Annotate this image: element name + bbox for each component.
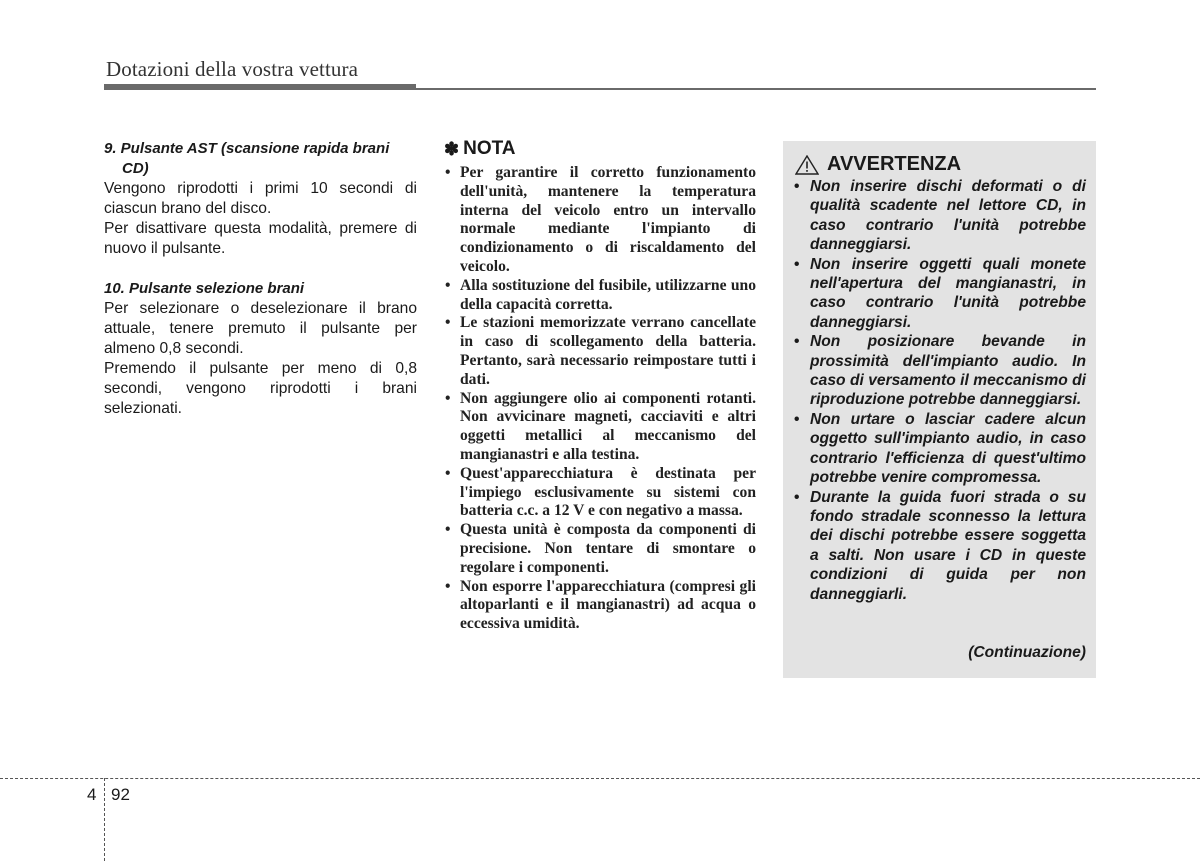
list-item: • Non urtare o lasciar cadere alcun oggetto sull'impianto audio, in caso contrario l'efficienza di quest'ultimo potrebbe venire compromessa. <box>794 410 1086 487</box>
list-item: • Quest'apparecchiatura è destinata per l'impiego esclusivamente su sistemi con batteria c.c. a 12 V e con negativo a massa. <box>445 464 756 520</box>
section-10-paragraph: Premendo il pulsante per meno di 0,8 secondi, vengono riprodotti i brani selezionati. <box>104 360 417 417</box>
footer-dashed-rule <box>0 778 1200 779</box>
warning-box <box>783 141 1096 678</box>
list-item: • Per garantire il corretto funzionamento dell'unità, mantenere la temperatura interna del veicolo entro un intervallo normale mediante l'impianto di condizionamento o di riscaldamento del veicolo. <box>445 164 756 275</box>
header-rule-thick <box>104 84 416 90</box>
list-item: • Non posizionare bevande in prossimità dell'impianto audio. In caso di versamento il meccanismo di riproduzione potrebbe danneggiarsi. <box>794 333 1086 409</box>
list-item: • Non esporre l'apparecchiatura (compresi gli altoparlanti e il mangianastri) ad acqua o eccessiva umidità. <box>445 577 756 633</box>
warning-heading-label: AVVERTENZA <box>827 153 962 175</box>
list-item: • Non inserire dischi deformati o di qualità scadente nel lettore CD, in caso contrario l'unità potrebbe danneggiarsi. <box>794 178 1086 254</box>
header-rule-thin <box>416 88 1096 90</box>
nota-heading <box>444 138 756 160</box>
nota-heading-label: NOTA <box>463 138 516 159</box>
left-column <box>104 139 417 419</box>
warning-heading <box>795 153 961 176</box>
warning-list <box>793 177 1086 604</box>
nota-list <box>444 164 756 634</box>
section-10-paragraph: Per selezionare o deselezionare il brano attuale, tenere premuto il pulsante per almeno 0,8 secondi. <box>104 300 417 357</box>
chapter-number: 4 <box>87 785 97 804</box>
list-item: • Le stazioni memorizzate verrano cancellate in caso di scollegamento della batteria. Pertanto, sarà necessario reimpostare tutti i dati. <box>445 314 756 388</box>
nota-section <box>444 138 756 634</box>
star-icon: ✽ <box>444 138 460 159</box>
list-item: • Questa unità è composta da componenti di precisione. Non tentare di smontare o regolare i componenti. <box>445 521 756 576</box>
section-9-paragraph: Vengono riprodotti i primi 10 secondi di ciascun brano del disco. <box>104 180 417 217</box>
warning-triangle-icon <box>795 155 819 175</box>
list-item: • Non aggiungere olio ai componenti rotanti. Non avvicinare magneti, cacciaviti e altri oggetti metallici al meccanismo del mangianastri e alla testina. <box>445 389 756 463</box>
page-number: 92 <box>111 785 130 804</box>
section-10-heading: 10. Pulsante selezione brani <box>104 280 305 297</box>
section-9-paragraph: Per disattivare questa modalità, premere di nuovo il pulsante. <box>104 220 417 257</box>
list-item: • Alla sostituzione del fusibile, utilizzarne uno della capacità corretta. <box>445 276 756 313</box>
page-header-title: Dotazioni della vostra vettura <box>106 57 358 81</box>
list-item: • Non inserire oggetti quali monete nell'apertura del mangianastri, in caso contrario l'unità potrebbe danneggiarsi. <box>794 255 1086 331</box>
continuation-label: (Continuazione) <box>968 644 1086 661</box>
section-9-heading: 9. Pulsante AST (scansione rapida brani CD) <box>104 140 390 177</box>
footer-vertical-dashed-rule <box>104 778 105 861</box>
list-item: • Durante la guida fuori strada o su fondo stradale sconnesso la lettura dei dischi potrebbe essere soggetta a salti. Non usare i CD in queste condizioni di guida per non danneggiarli. <box>794 488 1086 603</box>
